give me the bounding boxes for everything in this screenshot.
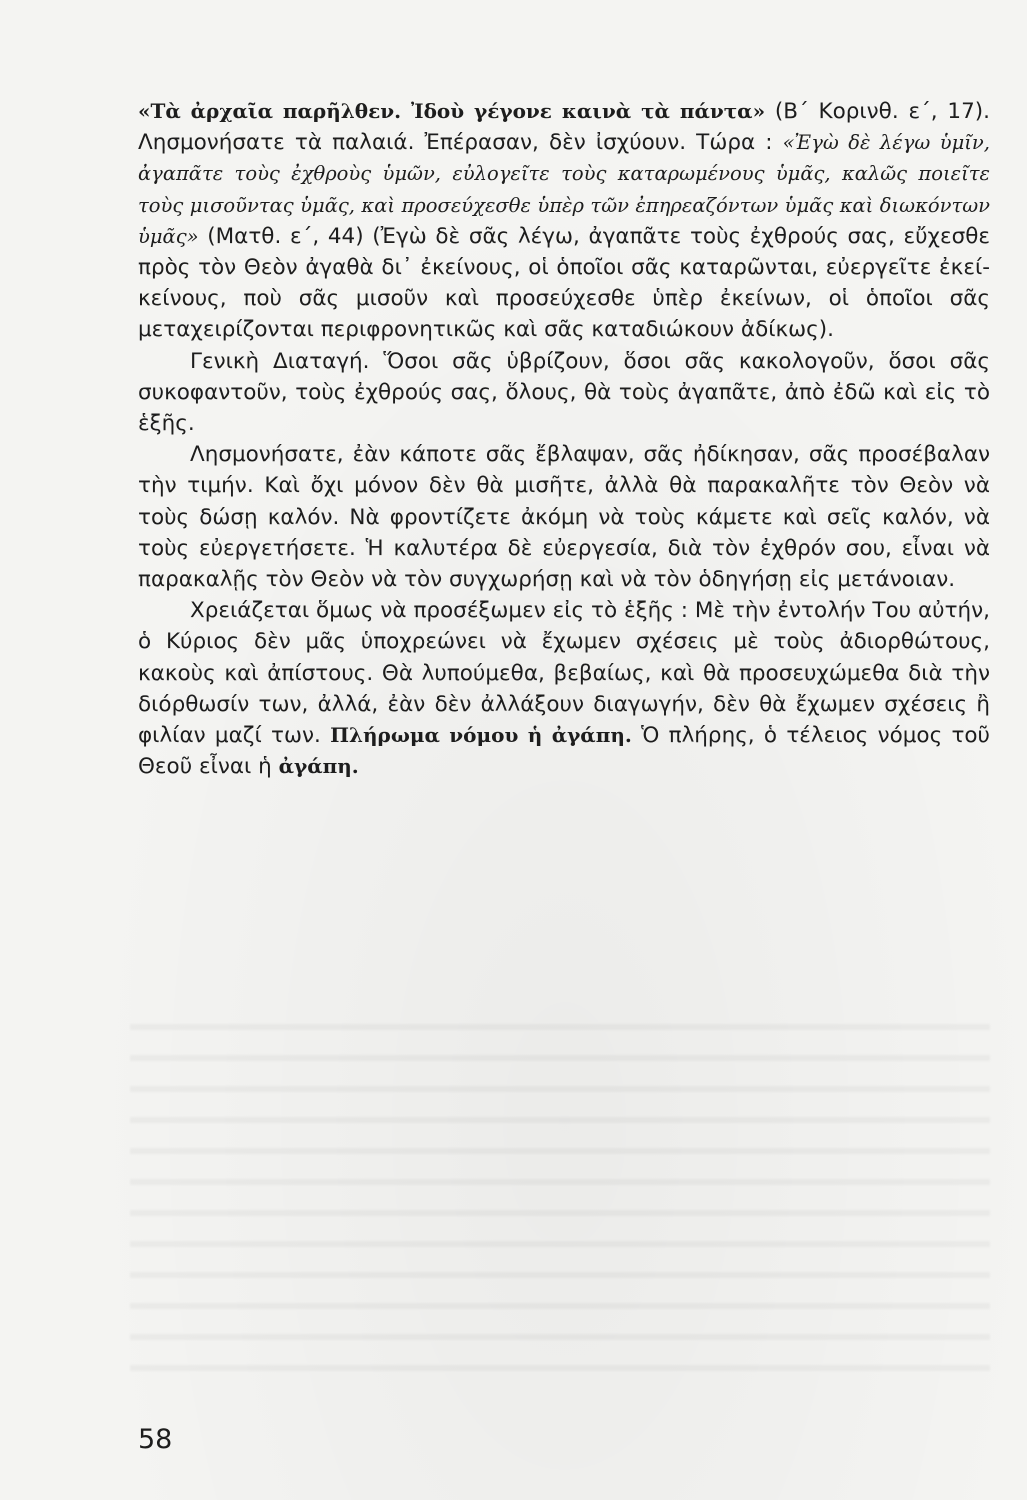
- paragraph-3: [138, 439, 990, 595]
- text-span: Ὁ πλήρης, ὁ τέλειος νόμος τοῦ Θεοῦ εἶναι ἡ: [138, 723, 990, 780]
- text-span: Χρειάζεται ὅμως νὰ προσέξωμεν εἰς τὸ ἑξῆς : Μὲ τὴν ἐντολήν Του αὐτήν, ὁ Κύριος δὲν μᾶς ὑποχρεώνει νὰ ἔχωμεν σχέσεις μὲ τοὺς ἀδιορθώτους, κακοὺς καὶ ἀπίστους. Θὰ λυπούμεθα, βεβαίως, καὶ θὰ προσευχώμεθα διὰ τὴν διόρθωσίν των, ἀλλά, ἐὰν δὲν ἀλλάξουν διαγωγήν, δὲν θὰ ἔχωμεν σχέσεις ἢ φιλίαν μαζί των.: [138, 598, 990, 749]
- paragraph-2: [138, 346, 990, 440]
- body-text: [138, 96, 990, 782]
- bold-phrase: ἀγάπη.: [278, 754, 359, 779]
- italic-quote: «Ἐγὼ δὲ λέγω ὑμῖν, ἀγαπᾶτε τοὺς ἐχθροὺς ὑμῶν, εὐλογεῖτε τοὺς καταρωμένους ὑμᾶς, καλῶς ποιεῖτε τοὺς μισοῦντας ὑμᾶς, καὶ προσεύχεσθε ὑπὲρ τῶν ἐπηρεαζόντων ὑμᾶς καὶ διωκόντων ὑμᾶς»: [138, 131, 990, 248]
- page-number: 58: [138, 1424, 173, 1455]
- text-span: (Β΄ Κορινθ. ε΄, 17). Λησμονήσατε τὰ παλαιά. Ἐπέρασαν, δὲν ἰσχύουν. Τώρα :: [138, 99, 990, 156]
- bold-quote: «Τὰ ἀρχαῖα παρῆλθεν. Ἰδοὺ γέγονε καινὰ τὰ πάντα»: [138, 99, 766, 123]
- text-span: (Ματθ. ε΄, 44) (Ἐγὼ δὲ σᾶς λέγω, ἀγαπᾶτε τοὺς ἐχθρούς σας, εὔχεσθε πρὸς τὸν Θεὸν ἀγαθὰ δι᾽ ἐκείνους, οἱ ὁποῖοι σᾶς καταρῶνται, εὐεργεῖτε ἐκείκείνους, ποὺ σᾶς μισοῦν καὶ προσεύχεσθε ὑπὲρ ἐκείνων, οἱ ὁποῖοι σᾶς μεταχειρίζονται περιφρονητικῶς καὶ σᾶς καταδιώκουν ἀδίκως).: [138, 223, 990, 343]
- bleed-through-shadow: [130, 1010, 990, 1390]
- text-span: Γενικὴ Διαταγή. Ὅσοι σᾶς ὑβρίζουν, ὅσοι σᾶς κακολογοῦν, ὅσοι σᾶς συκοφαντοῦν, τοὺς ἐχθρούς σας, ὅλους, θὰ τοὺς ἀγαπᾶτε, ἀπὸ ἐδῶ καὶ εἰς τὸ ἑξῆς.: [138, 348, 990, 437]
- text-span: Λησμονήσατε, ἐὰν κάποτε σᾶς ἔβλαψαν, σᾶς ἠδίκησαν, σᾶς προσέβαλαν τὴν τιμήν. Καὶ ὄχι μόνον δὲν θὰ μισῆτε, ἀλλὰ θὰ παρακαλῆτε τὸν Θεὸν νὰ τοὺς δώσῃ καλόν. Νὰ φροντίζετε ἀκόμη νὰ τοὺς κάμετε καὶ σεῖς καλόν, νὰ τοὺς εὐεργετήσετε. Ἡ καλυτέρα δὲ εὐεργεσία, διὰ τὸν ἐχθρόν σου, εἶναι νὰ παρακαλῇς τὸν Θεὸν νὰ τὸν συγχωρήσῃ καὶ νὰ τὸν ὁδηγήσῃ εἰς μετάνοιαν.: [138, 442, 990, 593]
- paragraph-4: [138, 595, 990, 782]
- paragraph-1: [138, 96, 990, 346]
- bold-phrase: Πλήρωμα νόμου ἡ ἀγάπη.: [330, 723, 632, 748]
